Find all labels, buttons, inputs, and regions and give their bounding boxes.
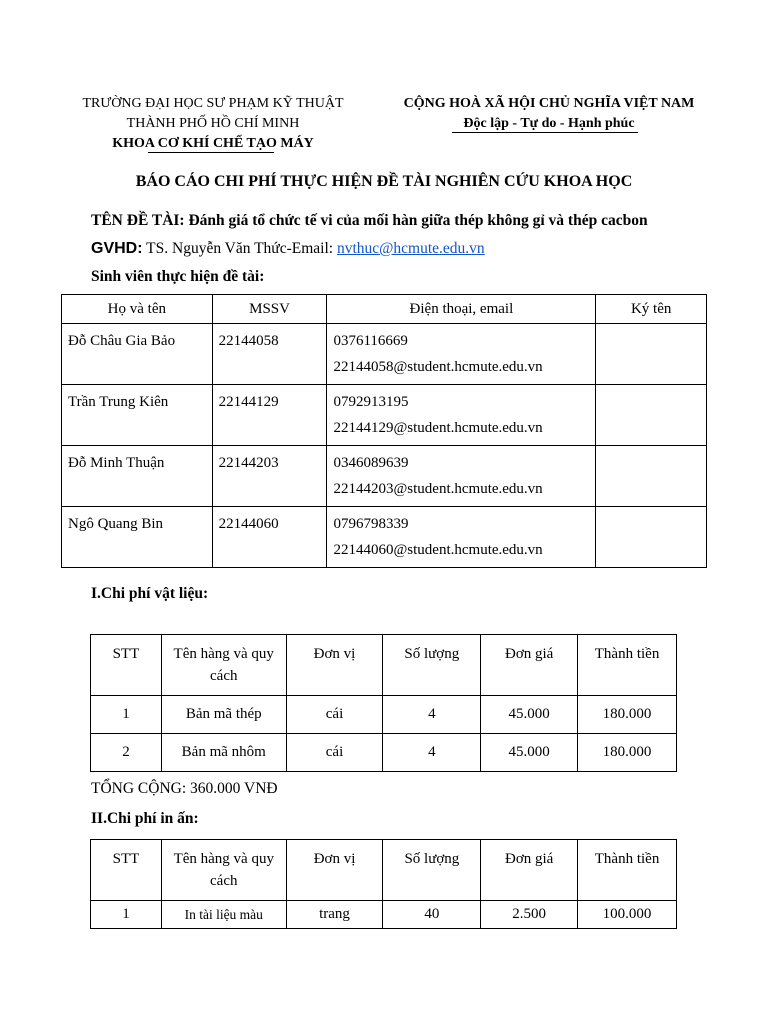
column-header: Tên hàng và quy cách xyxy=(161,840,286,901)
student-email: 22144058@student.hcmute.edu.vn xyxy=(333,359,543,375)
column-header: Họ và tên xyxy=(62,295,213,324)
student-contact xyxy=(327,324,596,385)
motto: Độc lập - Tự do - Hạnh phúc xyxy=(463,116,635,131)
faculty-name: KHOA CƠ KHÍ CHẾ TẠO MÁY xyxy=(112,136,314,151)
advisor-label: GVHD: xyxy=(91,240,143,257)
topic-line: TÊN ĐỀ TÀI: Đánh giá tổ chức tế vi của mối hàn giữa thép không gỉ và thép cacbon xyxy=(91,212,648,229)
item-unit: trang xyxy=(286,901,383,929)
country-name: CỘNG HOÀ XÃ HỘI CHỦ NGHĨA VIỆT NAM xyxy=(403,96,695,111)
signature-cell xyxy=(596,385,707,446)
material-total: TỔNG CỘNG: 360.000 VNĐ xyxy=(91,780,278,797)
student-email: 22144129@student.hcmute.edu.vn xyxy=(333,420,543,436)
column-header: MSSV xyxy=(212,295,327,324)
item-unit-price: 45.000 xyxy=(481,696,578,734)
column-header: Thành tiền xyxy=(578,840,677,901)
item-name: In tài liệu màu xyxy=(161,901,286,929)
advisor-email-link[interactable]: nvthuc@hcmute.edu.vn xyxy=(336,240,485,257)
student-email: 22144203@student.hcmute.edu.vn xyxy=(333,481,543,497)
school-name: TRƯỜNG ĐẠI HỌC SƯ PHẠM KỸ THUẬT xyxy=(82,96,344,111)
table-row xyxy=(62,507,707,568)
student-name: Ngô Quang Bin xyxy=(62,507,213,568)
item-name: Bản mã nhôm xyxy=(161,734,286,772)
row-index: 1 xyxy=(91,901,162,929)
signature-cell xyxy=(596,507,707,568)
student-id: 22144129 xyxy=(212,385,327,446)
item-quantity: 4 xyxy=(383,696,481,734)
table-row xyxy=(62,324,707,385)
item-name: Bản mã thép xyxy=(161,696,286,734)
item-amount: 180.000 xyxy=(578,734,677,772)
student-contact xyxy=(327,385,596,446)
student-phone: 0792913195 xyxy=(333,394,409,410)
column-header: Thành tiền xyxy=(578,635,677,696)
city-name: THÀNH PHỐ HỒ CHÍ MINH xyxy=(126,116,300,131)
student-phone: 0376116669 xyxy=(333,333,408,349)
row-index: 2 xyxy=(91,734,162,772)
table-header-row xyxy=(62,295,707,324)
column-header: Ký tên xyxy=(596,295,707,324)
students-label: Sinh viên thực hiện đề tài: xyxy=(91,268,265,285)
student-phone: 0346089639 xyxy=(333,455,409,471)
signature-cell xyxy=(596,324,707,385)
national-header xyxy=(388,94,710,134)
student-id: 22144060 xyxy=(212,507,327,568)
student-name: Trần Trung Kiên xyxy=(62,385,213,446)
student-name: Đỗ Minh Thuận xyxy=(62,446,213,507)
student-phone: 0796798339 xyxy=(333,516,409,532)
student-name: Đỗ Châu Gia Bảo xyxy=(62,324,213,385)
column-header: Đơn vị xyxy=(286,635,383,696)
table-row xyxy=(91,696,677,734)
section-printing-title: II.Chi phí in ấn: xyxy=(91,810,199,827)
column-header: Tên hàng và quy cách xyxy=(161,635,286,696)
students-table xyxy=(61,294,707,568)
column-header: Số lượng xyxy=(383,840,481,901)
item-amount: 180.000 xyxy=(578,696,677,734)
table-header-row xyxy=(91,635,677,696)
school-header xyxy=(60,94,366,154)
page-title: BÁO CÁO CHI PHÍ THỰC HIỆN ĐỀ TÀI NGHIÊN CỨU KHOA HỌC xyxy=(135,173,633,190)
printing-cost-table xyxy=(90,839,677,929)
item-unit-price: 45.000 xyxy=(481,734,578,772)
material-cost-table xyxy=(90,634,677,772)
item-quantity: 40 xyxy=(383,901,481,929)
section-material-title: I.Chi phí vật liệu: xyxy=(91,585,209,602)
table-header-row xyxy=(91,840,677,901)
table-row xyxy=(91,901,677,929)
column-header: Điện thoại, email xyxy=(327,295,596,324)
item-amount: 100.000 xyxy=(578,901,677,929)
table-row xyxy=(91,734,677,772)
student-id: 22144203 xyxy=(212,446,327,507)
advisor-text: TS. Nguyễn Văn Thức-Email: xyxy=(142,240,337,257)
signature-cell xyxy=(596,446,707,507)
motto-underline xyxy=(452,132,638,133)
column-header: Đơn vị xyxy=(286,840,383,901)
student-contact xyxy=(327,446,596,507)
item-quantity: 4 xyxy=(383,734,481,772)
faculty-underline xyxy=(148,152,274,153)
student-id: 22144058 xyxy=(212,324,327,385)
item-unit: cái xyxy=(286,696,383,734)
advisor-line xyxy=(91,240,485,258)
item-unit-price: 2.500 xyxy=(481,901,578,929)
column-header: Đơn giá xyxy=(481,840,578,901)
student-email: 22144060@student.hcmute.edu.vn xyxy=(333,542,543,558)
column-header: Số lượng xyxy=(383,635,481,696)
table-row xyxy=(62,385,707,446)
item-unit: cái xyxy=(286,734,383,772)
column-header: STT xyxy=(91,840,162,901)
row-index: 1 xyxy=(91,696,162,734)
column-header: Đơn giá xyxy=(481,635,578,696)
student-contact xyxy=(327,507,596,568)
column-header: STT xyxy=(91,635,162,696)
table-row xyxy=(62,446,707,507)
